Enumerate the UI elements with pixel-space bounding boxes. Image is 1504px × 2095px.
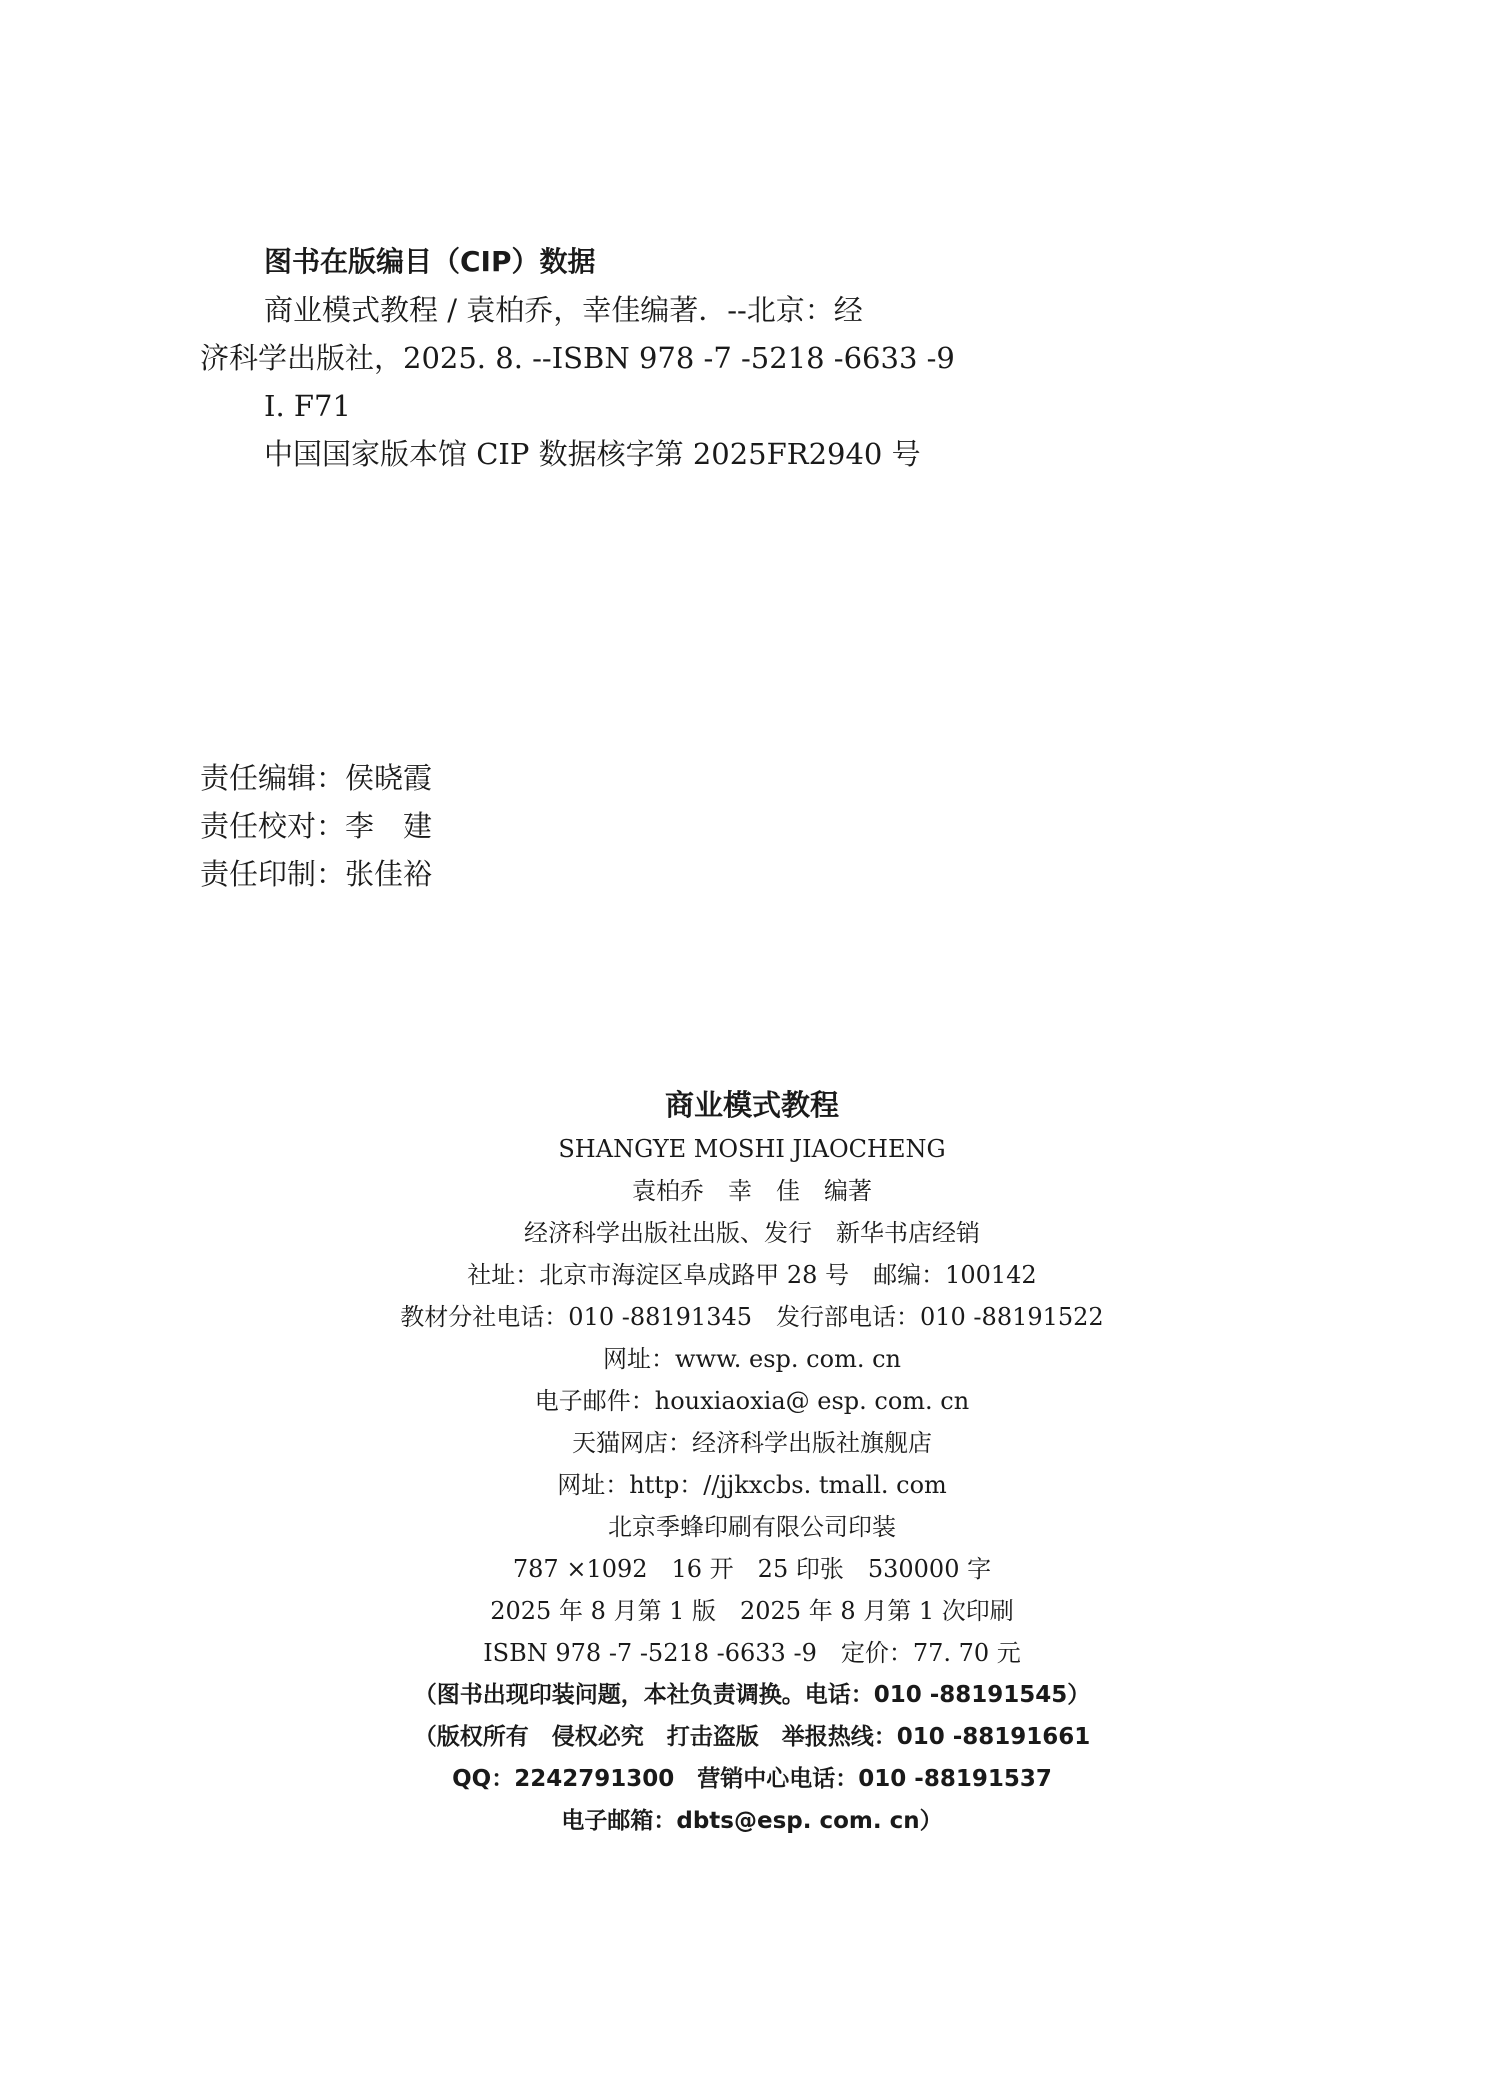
isbn-price: ISBN 978 -7 -5218 -6633 -9 定价：77. 70 元: [483, 1639, 1021, 1667]
proofreader-name: 李 建: [345, 809, 433, 843]
proofreader-label: 责任校对：: [200, 809, 346, 843]
printer: 北京季蜂印刷有限公司印装: [608, 1513, 896, 1541]
book-specs: 787 ×1092 16 开 25 印张 530000 字: [512, 1555, 992, 1583]
editor-name: 侯晓霞: [345, 761, 433, 795]
cip-data-block: [200, 238, 1200, 478]
notice-copyright: （版权所有 侵权必究 打击盗版 举报热线：010 -88191661: [413, 1724, 1091, 1750]
publisher: 经济科学出版社出版、发行 新华书店经销: [524, 1219, 980, 1247]
print-manager-row: [200, 850, 432, 898]
website: 网址：www. esp. com. cn: [603, 1345, 901, 1373]
imprint-block: [0, 1082, 1504, 1842]
editor-row: [200, 754, 432, 802]
book-title-pinyin: SHANGYE MOSHI JIAOCHENG: [558, 1135, 946, 1163]
print-manager-label: 责任印制：: [200, 857, 346, 891]
cip-record-number: 中国国家版本馆 CIP 数据核字第 2025FR2940 号: [264, 437, 921, 471]
notice-email: 电子邮箱：dbts@esp. com. cn）: [561, 1808, 943, 1834]
phone-numbers: 教材分社电话：010 -88191345 发行部电话：010 -88191522: [400, 1303, 1104, 1331]
proofreader-row: [200, 802, 432, 850]
publisher-address: 社址：北京市海淀区阜成路甲 28 号 邮编：100142: [467, 1261, 1037, 1289]
tmall-store: 天猫网店：经济科学出版社旗舰店: [572, 1429, 932, 1457]
cip-heading: 图书在版编目（CIP）数据: [264, 245, 596, 278]
book-title: 商业模式教程: [664, 1088, 839, 1122]
print-manager-name: 张佳裕: [345, 857, 433, 891]
cip-line-2: 济科学出版社，2025. 8. --ISBN 978 -7 -5218 -6633 -9: [200, 341, 955, 375]
editor-label: 责任编辑：: [200, 761, 346, 795]
tmall-url: 网址：http：//jjkxcbs. tmall. com: [557, 1471, 947, 1499]
email: 电子邮件：houxiaoxia@ esp. com. cn: [534, 1387, 970, 1415]
responsible-editors: [200, 754, 432, 898]
edition-info: 2025 年 8 月第 1 版 2025 年 8 月第 1 次印刷: [490, 1597, 1014, 1625]
notice-contacts: QQ：2242791300 营销中心电话：010 -88191537: [452, 1766, 1052, 1792]
cip-line-1: 商业模式教程 / 袁柏乔，幸佳编著．--北京：经: [264, 293, 863, 327]
authors: 袁柏乔 幸 佳 编著: [632, 1177, 872, 1205]
cip-classification: Ⅰ. F71: [264, 389, 351, 423]
notice-defects: （图书出现印装问题，本社负责调换。电话：010 -88191545）: [413, 1682, 1091, 1708]
